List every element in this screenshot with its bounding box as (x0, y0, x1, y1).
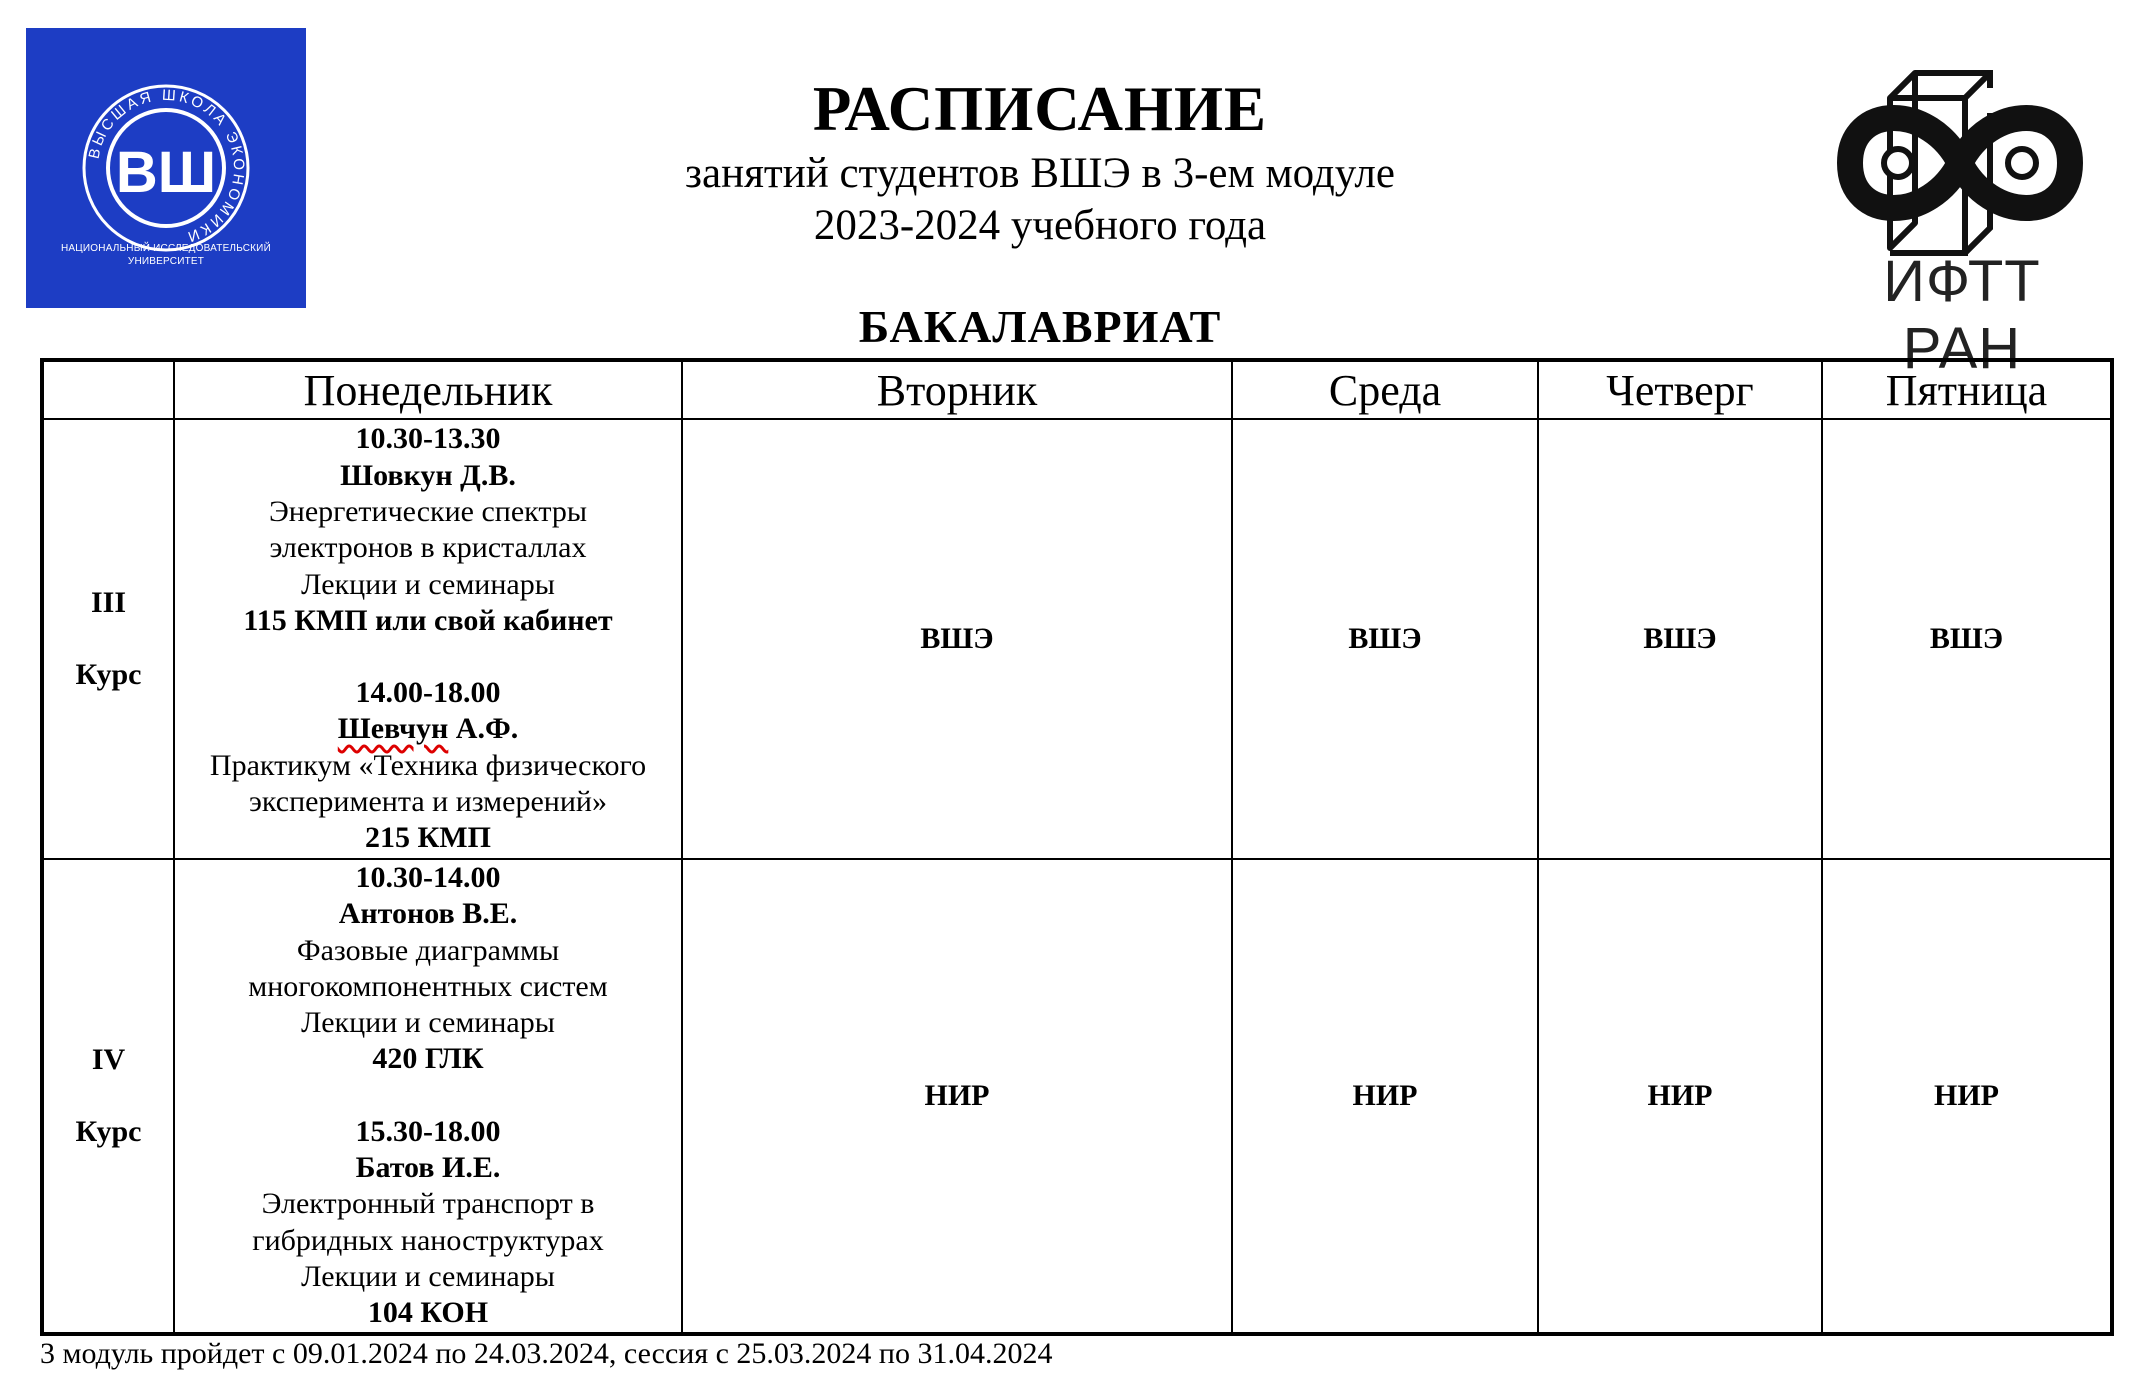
course-number: III (90, 586, 127, 619)
class-subject: Электронный транспорт в (261, 1187, 595, 1221)
class-type: Лекции и семинары (301, 1259, 555, 1293)
subtitle-line-2: 2023-2024 учебного года (813, 202, 1267, 249)
class-room: 104 КОН (367, 1296, 489, 1330)
table-row (42, 419, 2112, 859)
tuesday-cell: ВШЭ (682, 419, 1232, 859)
class-type: Лекции и семинары (301, 567, 555, 601)
thursday-cell: НИР (1538, 859, 1822, 1334)
friday-cell: НИР (1822, 859, 2112, 1334)
class-time: 10.30-13.30 (355, 422, 501, 456)
teacher-initials: А.Ф. (448, 712, 519, 746)
day-header-friday: Пятница (1822, 360, 2112, 419)
header-row (42, 360, 2112, 419)
title-block (540, 70, 1540, 252)
day-header-thursday: Четверг (1538, 360, 1822, 419)
wednesday-cell: ВШЭ (1232, 419, 1538, 859)
day-header-wednesday: Среда (1232, 360, 1538, 419)
monday-cell (174, 419, 682, 859)
page-title: РАСПИСАНИЕ (812, 74, 1268, 144)
thursday-cell: ВШЭ (1538, 419, 1822, 859)
table-row (42, 859, 2112, 1334)
course-cell (42, 419, 174, 859)
day-header-monday: Понедельник (174, 360, 682, 419)
class-subject: многокомпонентных систем (248, 969, 608, 1003)
class-subject: эксперимента и измерений» (249, 785, 607, 819)
class-teacher: Антонов В.Е. (338, 897, 518, 931)
monday-cell (174, 859, 682, 1334)
course-label: Курс (75, 1114, 142, 1148)
class-subject: Энергетические спектры (269, 494, 587, 528)
class-type: Лекции и семинары (301, 1006, 555, 1040)
ifft-logo-text: ИФТТ РАН (1883, 249, 2041, 381)
course-cell (42, 859, 174, 1334)
level-heading: БАКАЛАВРИАТ (858, 301, 1222, 352)
hse-mark: ВШ (115, 140, 217, 205)
hse-ring-text: ВЫСШАЯ ШКОЛА ЭКОНОМИКИ (85, 86, 248, 247)
class-room: 215 КМП (365, 821, 491, 855)
hse-logo (26, 28, 306, 308)
class-room: 420 ГЛК (372, 1042, 484, 1076)
tuesday-cell: НИР (682, 859, 1232, 1334)
friday-cell: ВШЭ (1822, 419, 2112, 859)
corner-cell (42, 360, 174, 419)
class-subject: Практикум «Техника физического (209, 748, 647, 782)
class-teacher: Шовкун Д.В. (340, 458, 516, 492)
teacher-surname: Шевчун (337, 712, 449, 746)
footer-note: 3 модуль пройдет с 09.01.2024 по 24.03.2024, сессия с 25.03.2024 по 31.04.2024 (40, 1337, 1053, 1370)
course-number: IV (91, 1042, 126, 1076)
hse-caption: НАЦИОНАЛЬНЫЙ ИССЛЕДОВАТЕЛЬСКИЙ УНИВЕРСИТЕТ (61, 243, 271, 267)
class-subject: Фазовые диаграммы (296, 933, 560, 967)
class-subject: электронов в кристаллах (269, 531, 587, 565)
schedule-table (40, 358, 2114, 1336)
subtitle-line-1: занятий студентов ВШЭ в 3-ем модуле (685, 150, 1395, 197)
course-label: Курс (75, 658, 142, 691)
class-subject: гибридных наноструктурах (252, 1223, 604, 1257)
class-time: 15.30-18.00 (355, 1114, 501, 1148)
class-time: 14.00-18.00 (355, 676, 501, 710)
wednesday-cell: НИР (1232, 859, 1538, 1334)
class-teacher (175, 711, 681, 747)
day-header-tuesday: Вторник (682, 360, 1232, 419)
class-room: 115 КМП или свой кабинет (243, 603, 613, 637)
class-teacher: Батов И.Е. (355, 1151, 501, 1185)
class-time: 10.30-14.00 (355, 861, 501, 894)
